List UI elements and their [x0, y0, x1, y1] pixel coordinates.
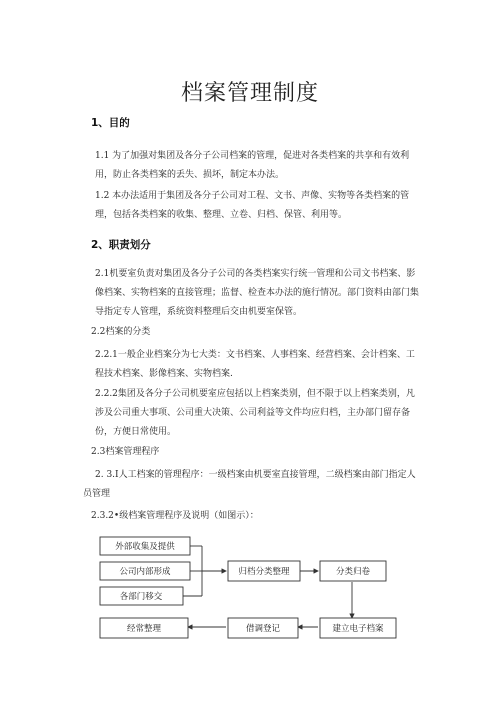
paragraph-2-1-line-3: 导指定专人管理，系统资料整理后交由机要室保管。: [95, 307, 303, 317]
paragraph-2-2-2-line-2: 涉及公司重大事项、公司重大决策、公司利益等文件均应归档，主办部门留存备: [95, 408, 411, 418]
paragraph-2-3-2-text: 2.3.2•级档案管理程序及说明（如图示）：: [91, 511, 259, 521]
flow-node-external: [100, 537, 190, 555]
flow-node-electronic-label: 建立电子档案: [332, 624, 384, 634]
flow-node-internal: [100, 562, 190, 580]
paragraph-2-2-2-line-1: 2.2.2集团及各分子公司机要室应包括以上档案类别，但不限于以上档案类别，凡: [95, 389, 415, 399]
flow-node-transfer-label: 各部门移交: [119, 592, 163, 602]
paragraph-1-1-line-2: 用，防止各类档案的丢失、损坏，制定本办法。: [95, 170, 285, 180]
flow-node-borrow: [228, 618, 298, 638]
paragraph-2-2-2-line-3: 份，方便日常使用。: [95, 427, 177, 437]
paragraph-2-2-1-line-2: 程技术档案、影像档案、实物档案.: [95, 369, 233, 379]
section-2-heading: 2、职责划分: [91, 239, 151, 251]
flow-node-filing: [320, 561, 386, 581]
flow-node-external-label: 外部收集及提供: [115, 542, 175, 552]
flow-node-regular-label: 经常整理: [126, 624, 162, 634]
paragraph-1-2-line-1: 1.2 本办法适用于集团及各分子公司对工程、文书、声像、实物等各类档案的管: [95, 191, 410, 201]
paragraph-1-2-line-2: 理，包括各类档案的收集、整理、立卷、归档、保管、利用等。: [95, 210, 348, 220]
paragraph-1-1-line-1: 1.1 为了加强对集团及各分子公司档案的管理，促进对各类档案的共享和有效利: [95, 151, 410, 161]
flow-node-classify: [228, 561, 300, 581]
flow-node-borrow-label: 借调登记: [245, 624, 281, 634]
flow-node-internal-label: 公司内部形成: [119, 567, 171, 577]
paragraph-2-3-1-line-2: 员管理: [83, 489, 111, 499]
heading-2-2-text: 2.2档案的分类: [91, 327, 151, 337]
flow-node-transfer: [100, 587, 183, 605]
heading-2-3-text: 2.3档案管理程序: [91, 447, 160, 457]
document-title: 档案管理制度: [180, 81, 319, 106]
paragraph-2-2-1-line-1: 2.2.1一般企业档案分为七大类：文书档案、人事档案、经营档案、会计档案、工: [95, 350, 415, 360]
paragraph-2-3-1-line-1: 2. 3.I人工档案的管理程序：一级档案由机要室直接管理，二级档案由部门指定人: [95, 470, 416, 480]
paragraph-2-1-line-2: 像档案、实物档案的直接管理；监督、检查本办法的施行情况。部门资料由部门集: [95, 288, 420, 298]
paragraph-2-1-line-1: 2.1机要室负责对集团及各分子公司的各类档案实行统一管理和公司文书档案、影: [95, 269, 416, 279]
flow-node-regular: [100, 618, 188, 638]
flow-node-classify-label: 归档分类整理: [238, 567, 290, 577]
section-1-heading: 1、目的: [91, 117, 130, 129]
flowchart-connectors: [183, 546, 352, 627]
flow-node-electronic: [320, 618, 396, 638]
flow-node-filing-label: 分类归卷: [335, 567, 371, 577]
